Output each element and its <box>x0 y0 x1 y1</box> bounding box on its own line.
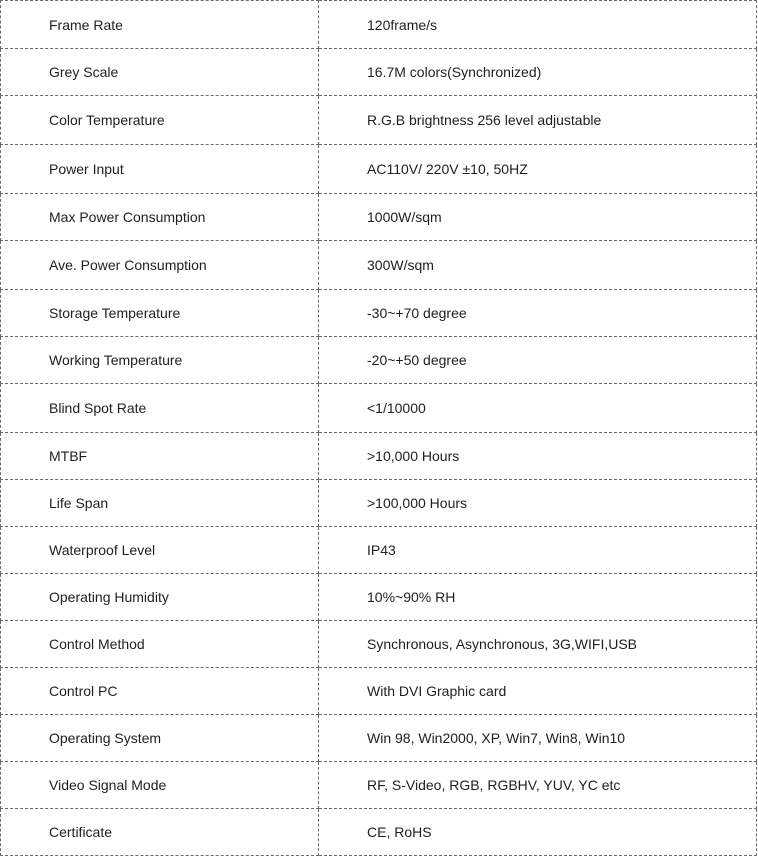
table-row <box>1 290 757 337</box>
spec-label: Ave. Power Consumption <box>1 241 319 290</box>
spec-value: CE, RoHS <box>319 809 757 856</box>
table-row <box>1 241 757 290</box>
spec-value: 1000W/sqm <box>319 194 757 241</box>
spec-value: 120frame/s <box>319 1 757 49</box>
spec-label: Max Power Consumption <box>1 194 319 241</box>
table-row <box>1 49 757 96</box>
spec-value: RF, S-Video, RGB, RGBHV, YUV, YC etc <box>319 762 757 809</box>
spec-label: Frame Rate <box>1 1 319 49</box>
spec-label: MTBF <box>1 433 319 480</box>
spec-label: Power Input <box>1 145 319 194</box>
table-row <box>1 1 757 49</box>
spec-label: Color Temperature <box>1 96 319 145</box>
spec-label: Storage Temperature <box>1 290 319 337</box>
table-row <box>1 762 757 809</box>
spec-label: Blind Spot Rate <box>1 384 319 433</box>
spec-value: >10,000 Hours <box>319 433 757 480</box>
spec-label: Life Span <box>1 480 319 527</box>
spec-label: Control Method <box>1 621 319 668</box>
table-row <box>1 621 757 668</box>
table-row <box>1 194 757 241</box>
spec-label: Certificate <box>1 809 319 856</box>
spec-value: <1/10000 <box>319 384 757 433</box>
spec-label: Working Temperature <box>1 337 319 384</box>
table-row <box>1 574 757 621</box>
table-row <box>1 337 757 384</box>
table-row <box>1 480 757 527</box>
spec-value: Synchronous, Asynchronous, 3G,WIFI,USB <box>319 621 757 668</box>
table-row <box>1 668 757 715</box>
spec-value: IP43 <box>319 527 757 574</box>
spec-label: Control PC <box>1 668 319 715</box>
spec-value: -20~+50 degree <box>319 337 757 384</box>
table-row <box>1 96 757 145</box>
spec-value: AC110V/ 220V ±10, 50HZ <box>319 145 757 194</box>
spec-value: -30~+70 degree <box>319 290 757 337</box>
table-row <box>1 809 757 856</box>
spec-label: Operating System <box>1 715 319 762</box>
spec-label: Operating Humidity <box>1 574 319 621</box>
table-row <box>1 433 757 480</box>
table-row <box>1 715 757 762</box>
spec-value: Win 98, Win2000, XP, Win7, Win8, Win10 <box>319 715 757 762</box>
spec-value: >100,000 Hours <box>319 480 757 527</box>
spec-label: Waterproof Level <box>1 527 319 574</box>
spec-value: R.G.B brightness 256 level adjustable <box>319 96 757 145</box>
spec-label: Grey Scale <box>1 49 319 96</box>
spec-label: Video Signal Mode <box>1 762 319 809</box>
spec-value: With DVI Graphic card <box>319 668 757 715</box>
table-row <box>1 145 757 194</box>
table-row <box>1 384 757 433</box>
table-row <box>1 527 757 574</box>
spec-value: 300W/sqm <box>319 241 757 290</box>
spec-value: 16.7M colors(Synchronized) <box>319 49 757 96</box>
spec-value: 10%~90% RH <box>319 574 757 621</box>
